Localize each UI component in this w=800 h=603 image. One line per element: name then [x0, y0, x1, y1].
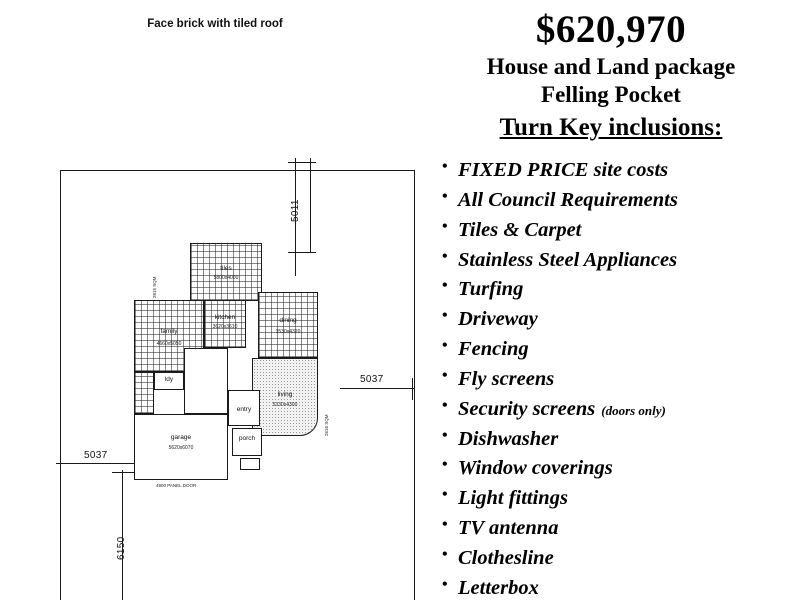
- room-label: entry: [236, 406, 252, 414]
- room-label: garage: [170, 434, 192, 442]
- room-entry: [228, 390, 260, 426]
- inclusion-label: FIXED PRICE site costs: [458, 159, 669, 182]
- room-laundry: [154, 372, 184, 390]
- list-item: [458, 395, 786, 425]
- price-heading: $620,970: [535, 8, 687, 51]
- passage-block: [184, 348, 228, 414]
- room-label: kitchen: [214, 313, 236, 321]
- list-item: [458, 186, 786, 216]
- list-item: [458, 514, 786, 544]
- list-item: [458, 305, 786, 335]
- list-item: [458, 216, 786, 246]
- guide-line: [122, 470, 123, 600]
- list-item: [458, 425, 786, 455]
- room-garage: [134, 414, 228, 480]
- inclusion-label: Stainless Steel Appliances: [458, 248, 678, 271]
- inclusion-label: TV antenna: [458, 516, 559, 539]
- room-dimension: 5330x4300: [272, 402, 298, 409]
- room-tiles: [190, 243, 262, 301]
- list-item: [458, 156, 786, 186]
- list-item: [458, 454, 786, 484]
- list-item: [458, 275, 786, 305]
- room-dimension: 4660x5050: [156, 340, 182, 347]
- hall-strip: [134, 372, 154, 414]
- plan-caption: Face brick with tiled roof: [147, 18, 283, 30]
- list-item: [458, 484, 786, 514]
- inclusion-label: Light fittings: [458, 487, 568, 510]
- guide-line: [340, 388, 415, 389]
- room-label: tiles: [220, 265, 232, 273]
- turnkey-heading: [436, 114, 786, 142]
- inclusion-label: Fly screens: [458, 367, 555, 390]
- room-dimension: 3530x4320: [275, 329, 301, 336]
- list-item: [458, 335, 786, 365]
- list-item: [458, 246, 786, 276]
- list-item: [458, 544, 786, 574]
- guide-line: [288, 162, 316, 163]
- guide-line: [60, 452, 61, 474]
- porch-step: [240, 458, 260, 470]
- inclusion-label: All Council Requirements: [458, 189, 678, 211]
- inclusion-label: Fencing: [458, 338, 529, 361]
- package-line-1: House and Land package: [486, 53, 736, 79]
- edge-note-right: 2616 SQM: [324, 414, 329, 436]
- dimension-label-6150: 6150: [116, 536, 127, 560]
- inclusion-label: Window coverings: [458, 457, 613, 480]
- inclusion-label: Security screens: [458, 397, 596, 420]
- inclusion-note: (doors only): [601, 402, 666, 418]
- room-dimension: 3620x3610: [212, 323, 238, 330]
- room-label: porch: [238, 435, 256, 443]
- edge-note-garage-door: 4900 PANEL DOOR: [156, 483, 197, 488]
- inclusions-list: [436, 156, 786, 603]
- inclusion-label: Driveway: [458, 308, 538, 331]
- room-label: family: [160, 327, 178, 335]
- room-kitchen: [204, 300, 246, 348]
- room-dining: [258, 292, 318, 358]
- inclusion-label: Turfing: [458, 278, 524, 301]
- guide-line: [412, 378, 413, 400]
- edge-note-top-left: 2815 SQM: [152, 276, 157, 298]
- guide-line: [310, 158, 311, 253]
- house-footprint: [128, 240, 348, 490]
- dimension-label-5037-left: 5037: [84, 450, 108, 461]
- turnkey-heading-text: Turn Key inclusions:: [499, 114, 723, 142]
- list-item: [458, 365, 786, 395]
- list-item: [458, 574, 786, 603]
- dimension-label-5037-right: 5037: [360, 374, 384, 385]
- inclusion-label: Clothesline: [458, 546, 554, 569]
- room-label: dining: [279, 317, 297, 325]
- inclusion-label: Dishwasher: [458, 427, 559, 450]
- dimension-label-5011: 5011: [290, 199, 301, 222]
- room-dimension: 5620x6070: [168, 444, 194, 451]
- inclusion-label: Letterbox: [458, 576, 539, 599]
- offer-pane: [430, 0, 800, 600]
- room-label: ldy: [164, 375, 174, 383]
- room-label: living: [277, 390, 293, 398]
- package-line-2: Felling Pocket: [541, 82, 681, 108]
- room-porch: [232, 428, 262, 456]
- inclusion-label: Tiles & Carpet: [458, 218, 582, 241]
- room-dimension: 5800x4000: [213, 275, 239, 282]
- room-living: [252, 358, 318, 436]
